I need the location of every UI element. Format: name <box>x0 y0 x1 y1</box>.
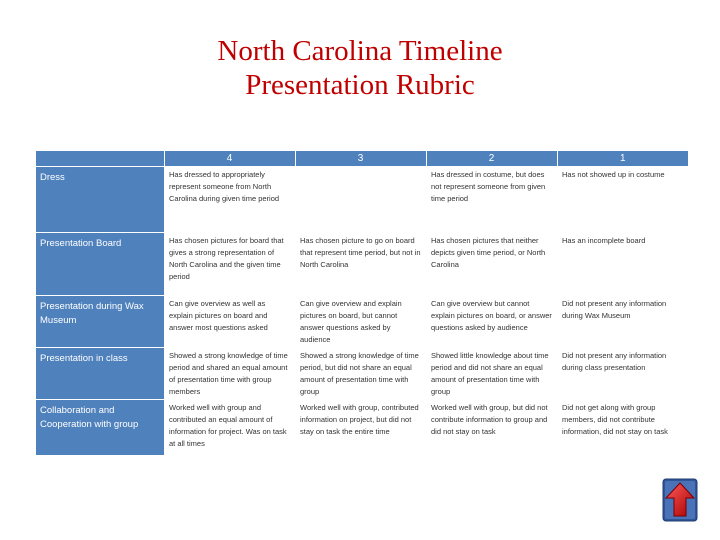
criterion-wax-museum: Presentation during Wax Museum <box>36 296 164 348</box>
score-cell: Can give overview as well as explain pictures on board and answer most questions asked <box>164 296 295 348</box>
header-score-4: 4 <box>164 151 295 167</box>
header-score-2: 2 <box>426 151 557 167</box>
score-cell: Did not present any information during Wax Museum <box>557 296 688 348</box>
header-criterion <box>36 151 164 167</box>
criterion-presentation-board: Presentation Board <box>36 233 164 296</box>
score-cell: Can give overview and explain pictures on board, but cannot answer questions asked by audience <box>295 296 426 348</box>
score-cell: Showed a strong knowledge of time period and shared an equal amount of presentation time with group members <box>164 348 295 400</box>
score-cell: Showed little knowledge about time period and did not share an equal amount of presentation time with group <box>426 348 557 400</box>
table-row <box>36 348 688 400</box>
score-cell: Did not get along with group members, did not contribute information, did not stay on task <box>557 400 688 455</box>
score-cell: Has chosen pictures for board that gives a strong representation of North Carolina and the given time period <box>164 233 295 296</box>
criterion-dress: Dress <box>36 167 164 233</box>
home-button[interactable] <box>662 478 698 522</box>
title-line-2: Presentation Rubric <box>245 69 475 101</box>
score-cell: Worked well with group, contributed information on project, but did not stay on task the entire time <box>295 400 426 455</box>
score-cell: Has not showed up in costume <box>557 167 688 233</box>
score-cell: Showed a strong knowledge of time period, but did not share an equal amount of presentation time with group <box>295 348 426 400</box>
header-row <box>36 151 688 167</box>
table-row <box>36 167 688 233</box>
criterion-presentation-in-class: Presentation in class <box>36 348 164 400</box>
page-title <box>0 34 720 102</box>
score-cell: Has dressed in costume, but does not represent someone from given time period <box>426 167 557 233</box>
score-cell: Did not present any information during class presentation <box>557 348 688 400</box>
score-cell: Can give overview but cannot explain pictures on board, or answer questions asked by audience <box>426 296 557 348</box>
header-score-1: 1 <box>557 151 688 167</box>
score-cell: Has an incomplete board <box>557 233 688 296</box>
score-cell: Worked well with group, but did not contribute information to group and did not stay on task <box>426 400 557 455</box>
rubric-table <box>36 151 688 455</box>
header-score-3: 3 <box>295 151 426 167</box>
score-cell <box>295 167 426 233</box>
up-arrow-icon <box>662 478 698 522</box>
table-row <box>36 400 688 455</box>
score-cell: Has dressed to appropriately represent someone from North Carolina during given time period <box>164 167 295 233</box>
score-cell: Worked well with group and contributed an equal amount of information for project. Was on task at all times <box>164 400 295 455</box>
table-row <box>36 296 688 348</box>
criterion-collaboration: Collaboration and Cooperation with group <box>36 400 164 455</box>
score-cell: Has chosen picture to go on board that represent time period, but not in North Carolina <box>295 233 426 296</box>
score-cell: Has chosen pictures that neither depicts given time period, or North Carolina <box>426 233 557 296</box>
title-line-1: North Carolina Timeline <box>217 35 503 67</box>
table-row <box>36 233 688 296</box>
